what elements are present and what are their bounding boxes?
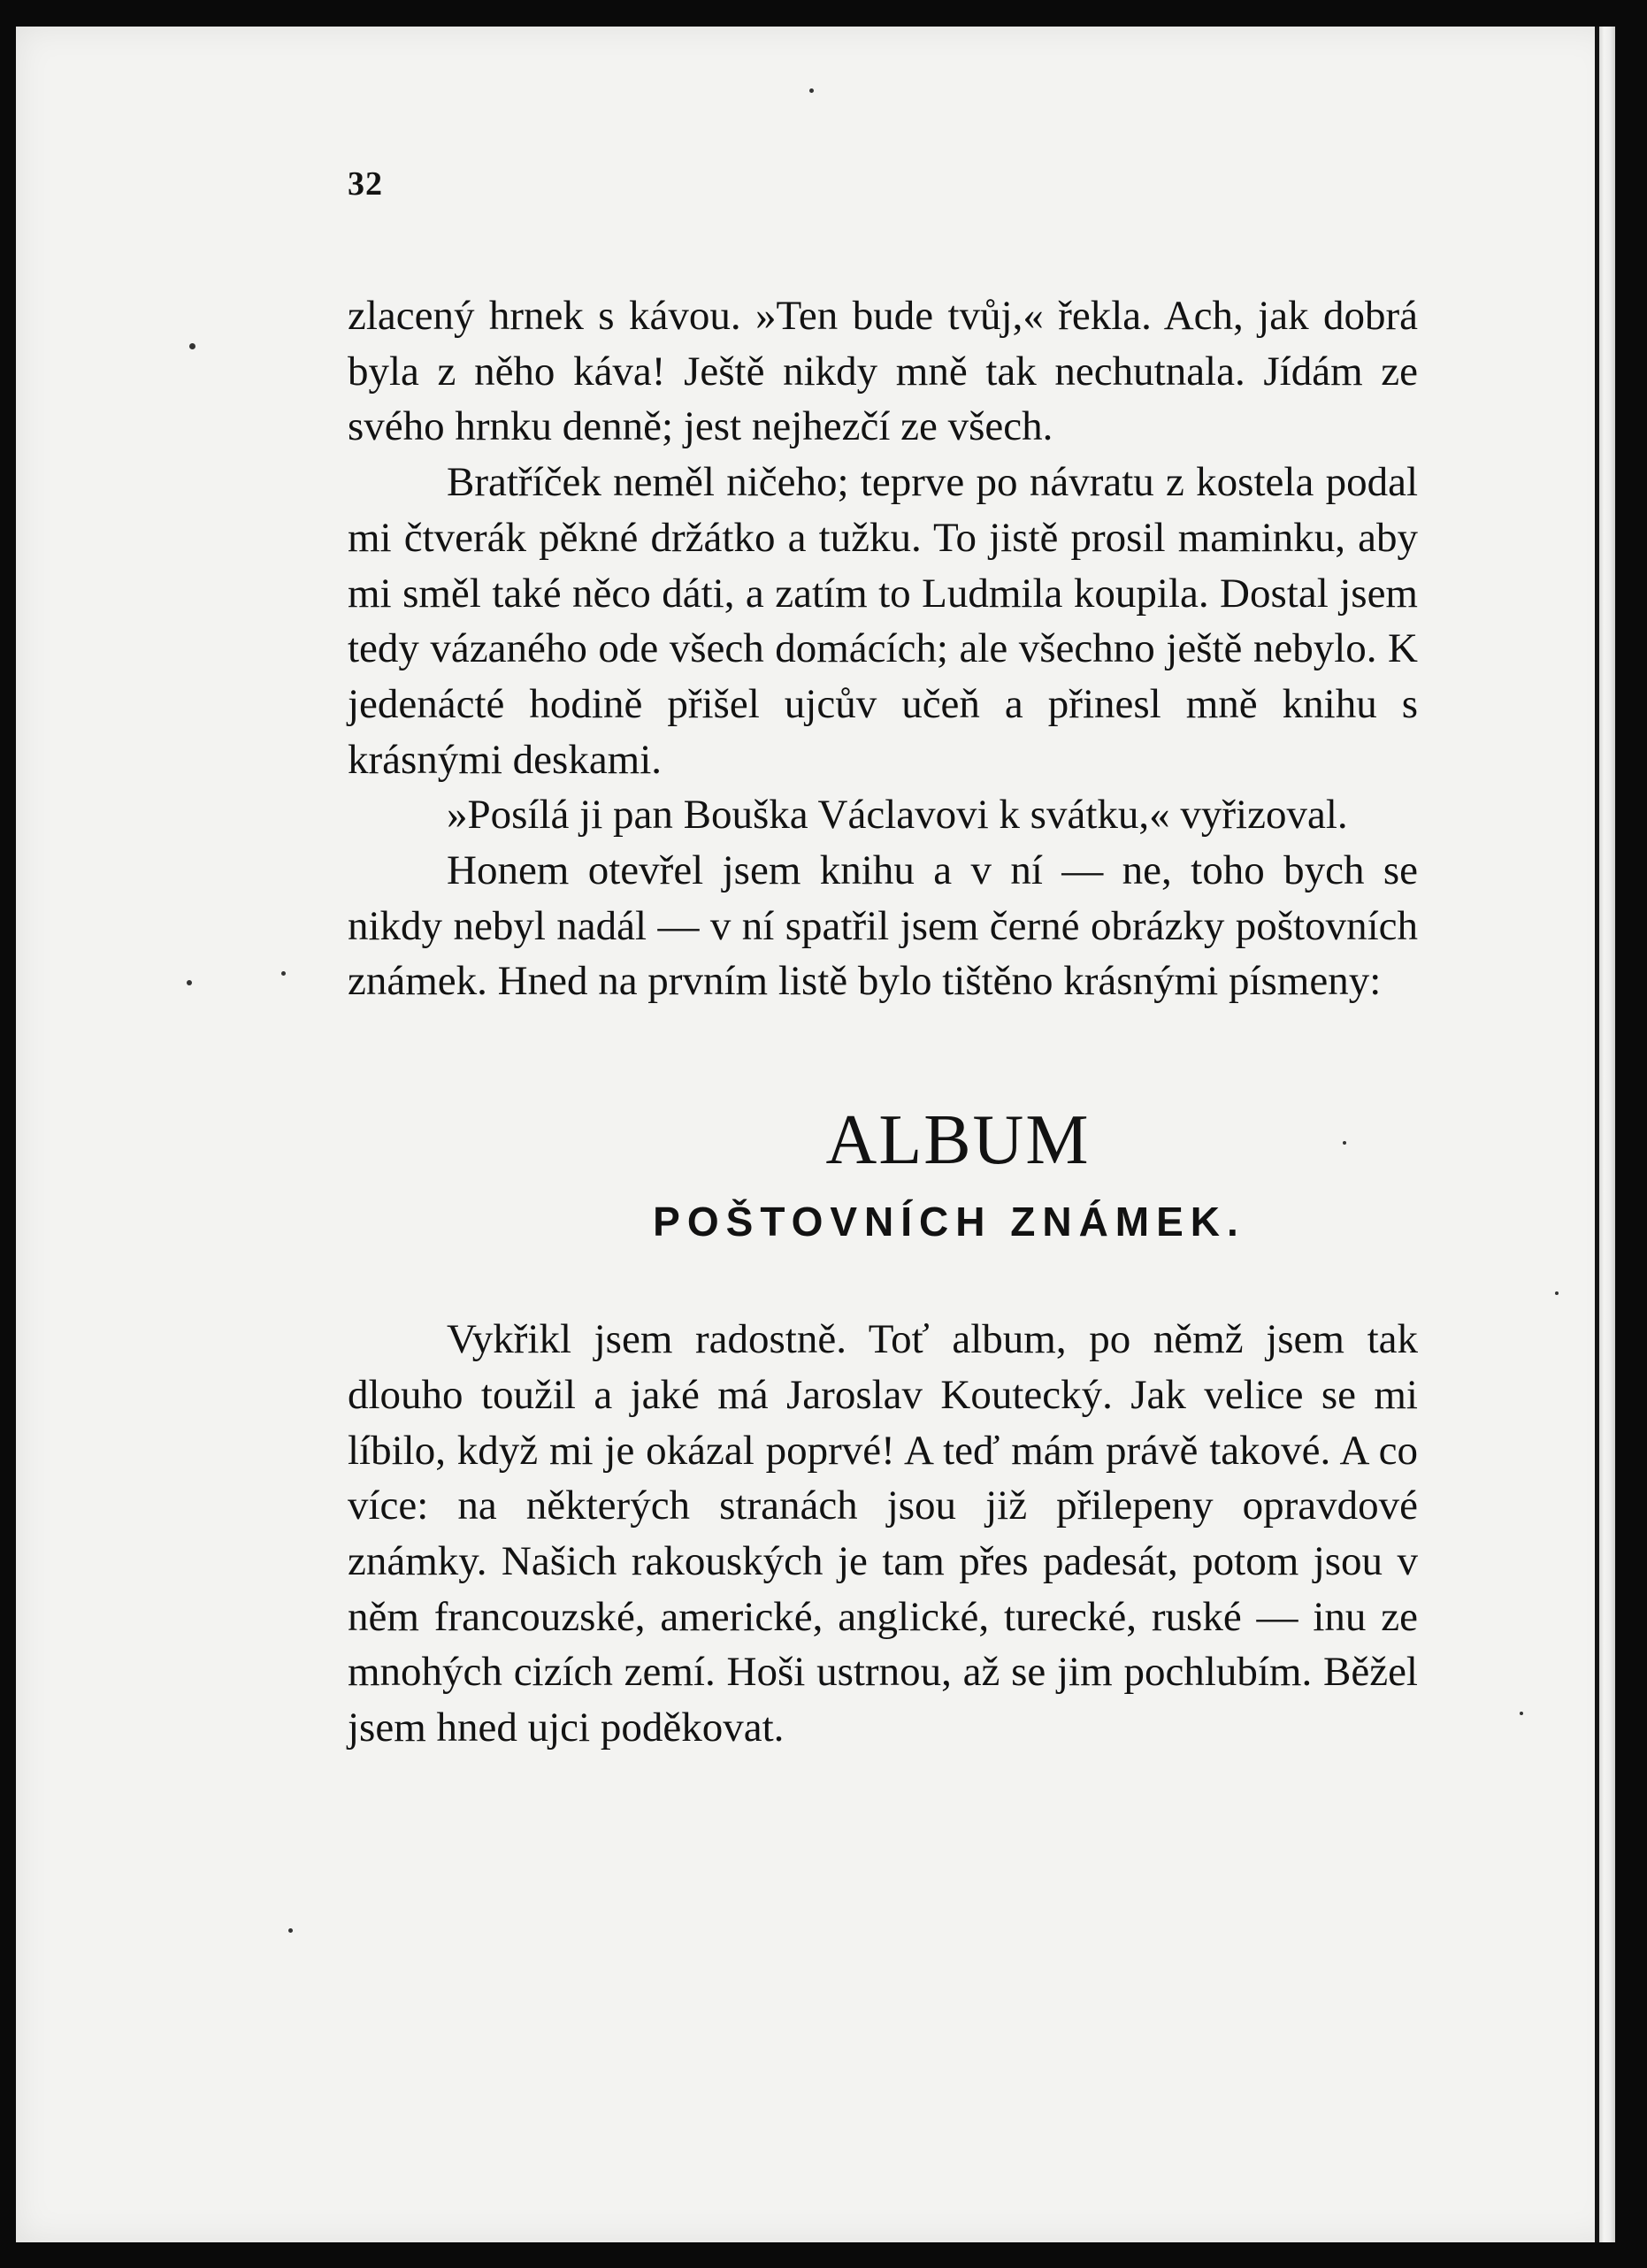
body-text-top: [348, 288, 1418, 1009]
paragraph: Bratříček neměl ničeho; teprve po návratu z kostela podal mi čtverák pěkné držátko a tužku. To jistě prosil maminku, aby mi směl také něco dáti, a zatím to Ludmila koupila. Dostal jsem tedy vázaného ode všech domácích; ale všechno ještě nebylo. K jedenácté hodině přišel ujcův učeň a přinesl mně knihu s krásnými deskami.: [348, 459, 1418, 783]
speck-mark: [1555, 1291, 1559, 1295]
album-subheading: POŠTOVNÍCH ZNÁMEK.: [653, 1199, 1245, 1245]
paragraph: »Posílá ji pan Bouška Václavovi k svátku,« vyřizoval.: [447, 792, 1348, 839]
page-content: [348, 159, 1418, 1756]
paragraph: Honem otevřel jsem knihu a v ní — ne, toho bych se nikdy nebyl nadál — v ní spatřil jsem černé obrázky poštovních známek. Hned na prvním listě bylo tištěno krásnými písmeny:: [348, 847, 1418, 1005]
speck-mark: [187, 980, 192, 985]
page-spine-edge: [1595, 27, 1615, 2242]
page-number: 32: [348, 165, 383, 203]
album-heading: ALBUM: [825, 1101, 1091, 1180]
speck-mark: [288, 1928, 293, 1933]
speck-mark: [809, 88, 814, 93]
speck-mark: [281, 971, 286, 976]
paragraph: Vykřikl jsem radostně. Toť album, po němž jsem tak dlouho toužil a jaké má Jaroslav Koutecký. Jak velice se mi líbilo, když mi je okázal poprvé! A teď mám právě takové. A co více: na některých stranách jsou již přilepeny opravdové známky. Našich rakouských je tam přes padesát, potom jsou v něm francouzské, americké, anglické, turecké, ruské — inu ze mnohých cizích zemí. Hoši ustrnou, až se jim pochlubím. Běžel jsem hned ujci poděkovat.: [348, 1316, 1418, 1751]
paragraph: zlacený hrnek s kávou. »Ten bude tvůj,« řekla. Ach, jak dobrá byla z něho káva! Ještě nikdy mně tak nechutnala. Jídám ze svého hrnku denně; jest nejhezčí ze všech.: [348, 293, 1418, 450]
body-text-bottom: [348, 1312, 1418, 1756]
speck-mark: [189, 343, 195, 349]
speck-mark: [1520, 1712, 1523, 1715]
